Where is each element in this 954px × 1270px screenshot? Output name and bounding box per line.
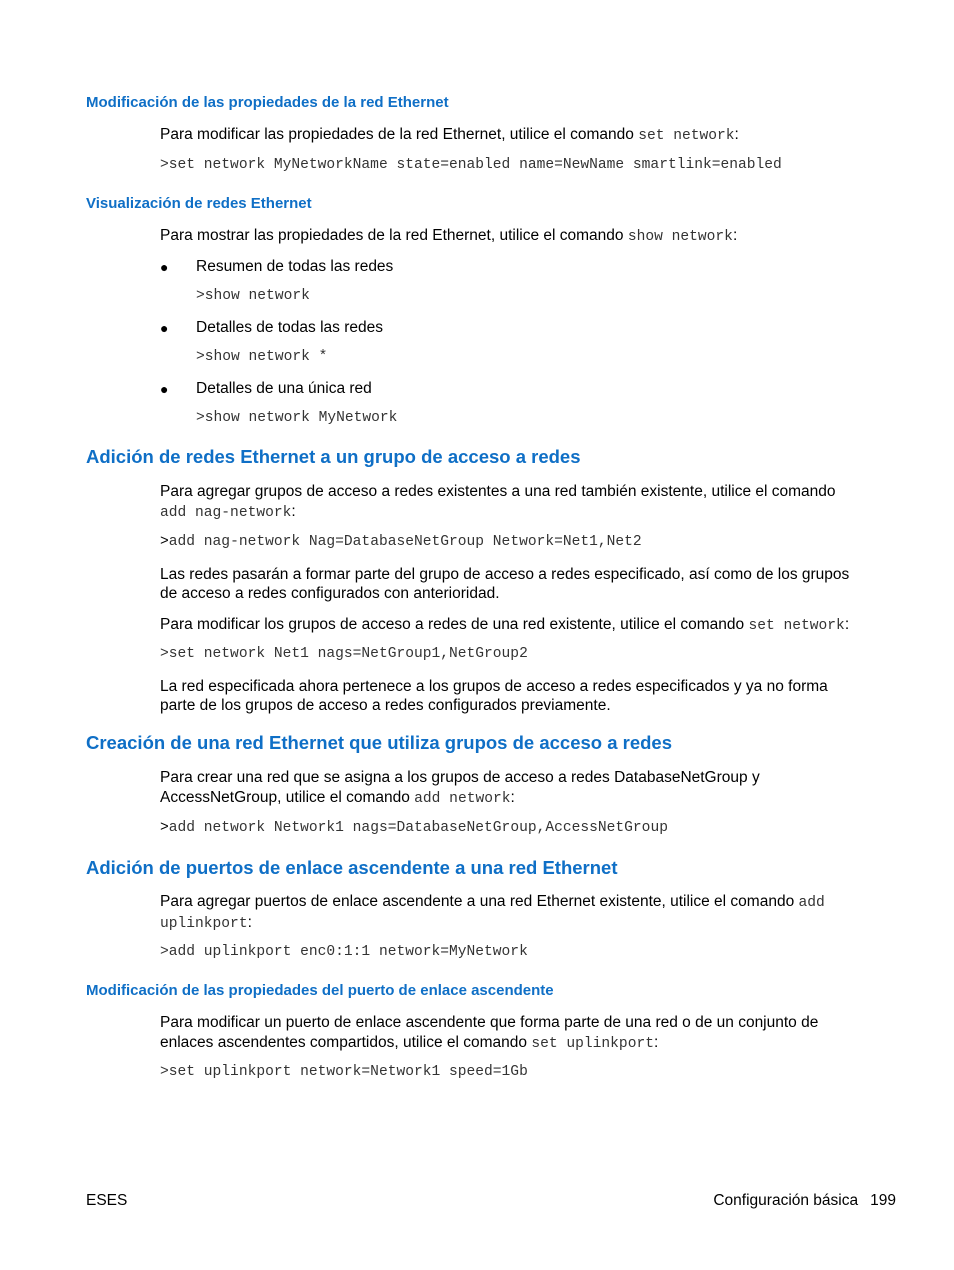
inline-command: add nag-network [160, 505, 292, 521]
code-line: >show network MyNetwork [196, 410, 398, 426]
section-heading: Adición de puertos de enlace ascendente a una red Ethernet [86, 857, 618, 878]
page-number: 199 [870, 1192, 896, 1209]
paragraph-text: Para modificar las propiedades de la red Ethernet, utilice el comando [160, 126, 639, 143]
footer-left: ESES [86, 1192, 128, 1209]
footer-section-title: Configuración básica [713, 1192, 859, 1209]
paragraph [160, 125, 739, 146]
inline-command: show network [627, 229, 733, 245]
inline-command: add [798, 895, 825, 911]
prompt-symbol: > [160, 534, 169, 550]
paragraph-text: enlaces ascendentes compartidos, utilice el comando [160, 1034, 532, 1051]
paragraph-line: Para agregar grupos de acceso a redes existentes a una red también existente, utilice el comando [160, 483, 836, 500]
paragraph-text: Para modificar los grupos de acceso a redes de una red existente, utilice el comando [160, 616, 749, 633]
paragraph-line: La red especificada ahora pertenece a los grupos de acceso a redes especificados y ya no forma [160, 678, 828, 695]
paragraph-line [160, 892, 825, 913]
paragraph-line [160, 1033, 658, 1054]
punctuation: : [732, 227, 738, 244]
punctuation: : [247, 914, 252, 931]
paragraph-line: de acceso a redes configurados con anterioridad. [160, 585, 500, 602]
bullet-icon: ● [160, 320, 169, 336]
code-line: >set network MyNetworkName state=enabled name=NewName smartlink=enabled [160, 157, 782, 173]
code-line: >show network [196, 288, 310, 304]
bullet-icon: ● [160, 259, 169, 275]
paragraph-text: Para agregar puertos de enlace ascendente a una red Ethernet existente, utilice el comando [160, 893, 799, 910]
paragraph-line: Las redes pasarán a formar parte del grupo de acceso a redes especificado, así como de los grupos [160, 566, 850, 583]
list-item: Resumen de todas las redes [196, 258, 394, 275]
inline-command: set uplinkport [531, 1036, 654, 1052]
paragraph [160, 226, 737, 247]
code-text: add network Network1 nags=DatabaseNetGroup,AccessNetGroup [168, 820, 668, 836]
list-item: Detalles de una única red [196, 380, 372, 397]
paragraph-text: Para mostrar las propiedades de la red Ethernet, utilice el comando [160, 227, 628, 244]
paragraph-line [160, 788, 515, 809]
prompt-symbol: > [160, 820, 169, 836]
section-heading: Modificación de las propiedades del puerto de enlace ascendente [86, 982, 554, 999]
code-line [160, 820, 668, 836]
paragraph-line [160, 913, 252, 934]
list-item: Detalles de todas las redes [196, 319, 383, 336]
inline-command: uplinkport [160, 916, 248, 932]
punctuation: : [653, 1034, 659, 1051]
section-heading: Creación de una red Ethernet que utiliza grupos de acceso a redes [86, 732, 673, 753]
paragraph-line: Para modificar un puerto de enlace ascendente que forma parte de una red o de un conjunto de [160, 1014, 819, 1031]
paragraph-line: Para crear una red que se asigna a los grupos de acceso a redes DatabaseNetGroup y [160, 769, 760, 786]
punctuation: : [291, 503, 296, 520]
code-line: >show network * [196, 349, 328, 365]
footer-right [713, 1192, 896, 1210]
inline-command: add network [414, 791, 511, 807]
code-line [160, 534, 642, 550]
inline-command: set network [638, 128, 735, 144]
paragraph-line [160, 502, 296, 523]
section-heading: Visualización de redes Ethernet [86, 195, 312, 212]
punctuation: : [510, 789, 515, 806]
section-heading: Modificación de las propiedades de la red Ethernet [86, 94, 449, 111]
inline-command: set network [748, 618, 845, 634]
punctuation: : [734, 126, 739, 143]
code-line: >set network Net1 nags=NetGroup1,NetGroup2 [160, 646, 528, 662]
code-line: >set uplinkport network=Network1 speed=1Gb [160, 1064, 528, 1080]
paragraph-line: parte de los grupos de acceso a redes configurados previamente. [160, 697, 611, 714]
code-text: add nag-network Nag=DatabaseNetGroup Network=Net1,Net2 [168, 534, 642, 550]
punctuation: : [844, 616, 850, 633]
paragraph [160, 615, 849, 636]
paragraph-text: AccessNetGroup, utilice el comando [160, 789, 415, 806]
bullet-icon: ● [160, 381, 169, 397]
section-heading: Adición de redes Ethernet a un grupo de acceso a redes [86, 446, 581, 467]
code-line: >add uplinkport enc0:1:1 network=MyNetwork [160, 944, 528, 960]
